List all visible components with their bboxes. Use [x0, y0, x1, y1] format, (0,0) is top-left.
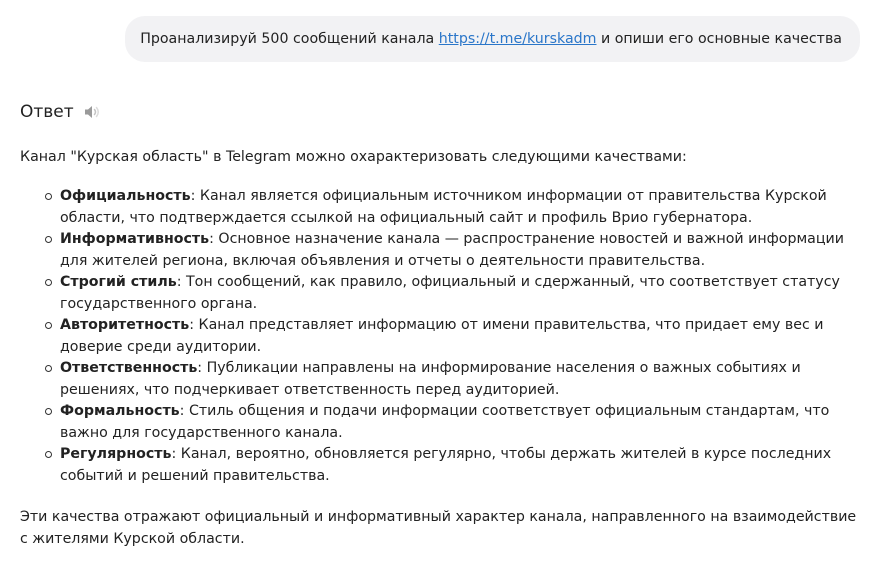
quality-term: Информативность: [60, 231, 210, 247]
qualities-list: [20, 186, 865, 487]
list-item: [60, 186, 865, 229]
answer-conclusion: Эти качества отражают официальный и информативный характер канала, направленного на взаимодействие с жителями Курской области.: [20, 509, 857, 547]
list-item: [60, 401, 865, 444]
quality-text: : Канал представляет информацию от имени правительства, что придает ему вес и доверие среди аудитории.: [60, 317, 824, 355]
answer-header: [20, 98, 865, 126]
quality-text: : Стиль общения и подачи информации соответствует официальным стандартам, что важно для государственного канала.: [60, 403, 830, 441]
user-message-text-before: Проанализируй 500 сообщений канала: [140, 31, 439, 47]
answer-title: Ответ: [20, 102, 74, 122]
list-item: [60, 229, 865, 272]
answer-intro: Канал "Курская область" в Telegram можно охарактеризовать следующими качествами:: [20, 149, 687, 165]
quality-term: Ответственность: [60, 360, 198, 376]
channel-link[interactable]: https://t.me/kurskadm: [438, 31, 597, 47]
quality-term: Авторитетность: [60, 317, 190, 333]
list-item: [60, 444, 865, 487]
speaker-icon[interactable]: [83, 104, 101, 120]
quality-text: : Канал является официальным источником информации от правительства Курской области, что подтверждается ссылкой на официальный сайт и профиль Врио губернатора.: [60, 188, 827, 226]
quality-term: Регулярность: [60, 446, 172, 462]
list-item: [60, 358, 865, 401]
user-message-text-after: и опиши его основные качества: [596, 31, 842, 47]
quality-text: : Тон сообщений, как правило, официальный и сдержанный, что соответствует статусу государственного органа.: [60, 274, 840, 312]
quality-term: Формальность: [60, 403, 180, 419]
quality-text: : Канал, вероятно, обновляется регулярно, чтобы держать жителей в курсе последних событий и решений правительства.: [60, 446, 832, 484]
quality-term: Официальность: [60, 188, 191, 204]
list-item: [60, 315, 865, 358]
quality-text: : Основное назначение канала — распространение новостей и важной информации для жителей региона, включая объявления и отчеты о деятельности правительства.: [60, 231, 844, 269]
user-message-bubble: [125, 16, 860, 62]
answer-block: [20, 98, 865, 550]
list-item: [60, 272, 865, 315]
quality-term: Строгий стиль: [60, 274, 177, 290]
quality-text: : Публикации направлены на информирование населения о важных событиях и решениях, что подчеркивает ответственность перед аудиторией.: [60, 360, 801, 398]
